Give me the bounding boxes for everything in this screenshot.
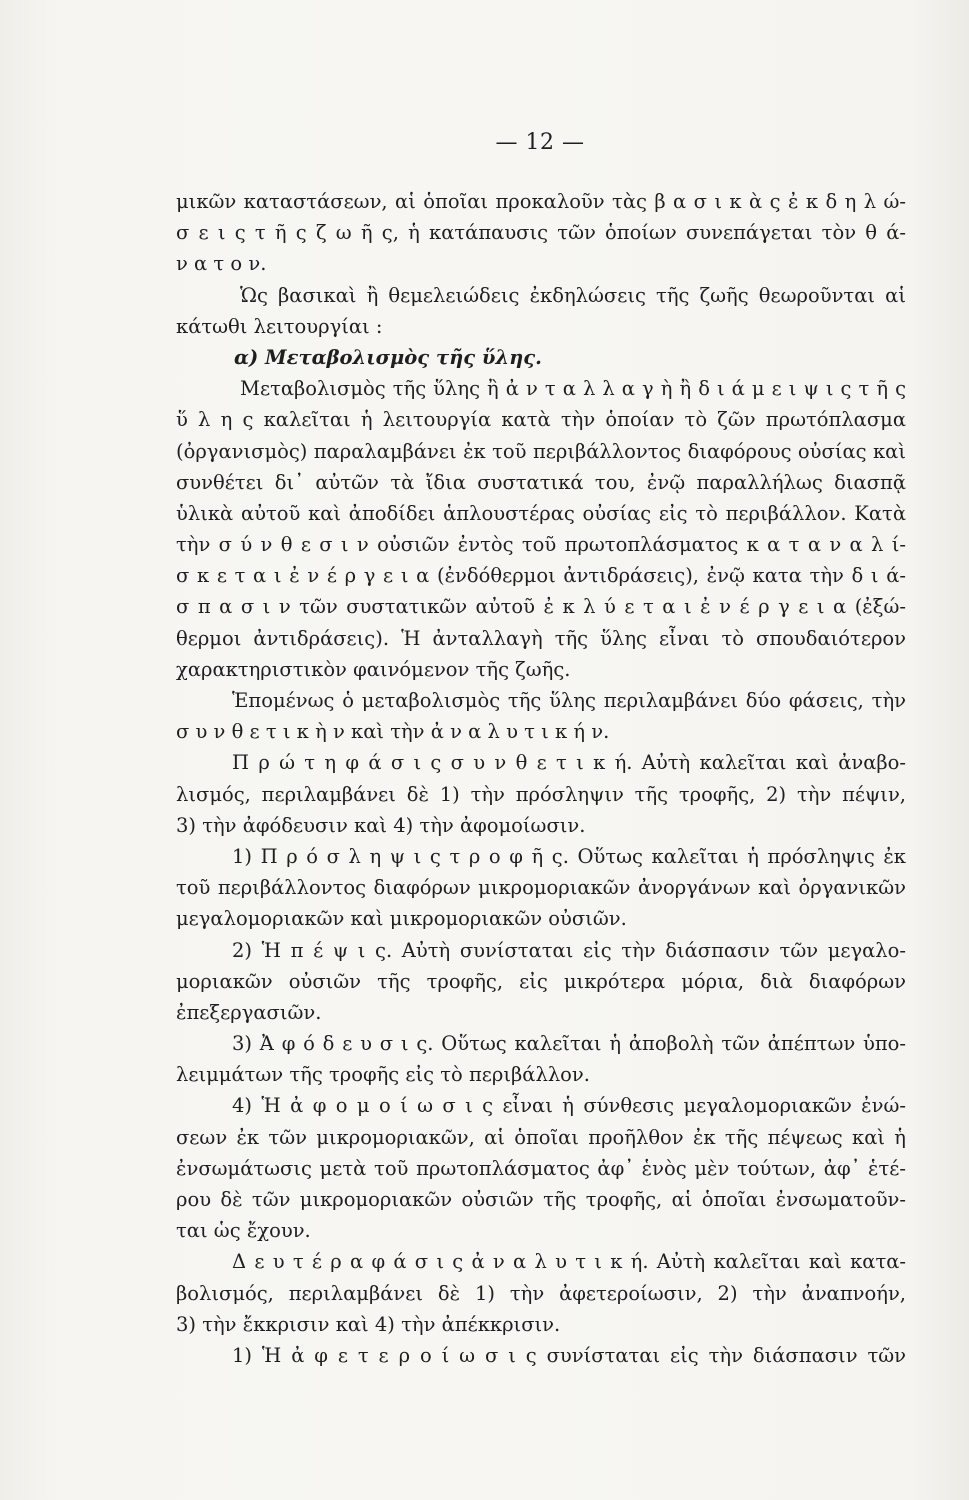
text-line: 3) τὴν ἀφόδευσιν καὶ 4) τὴν ἀφομοίωσιν. (176, 813, 586, 837)
text-line: ἐνσωμάτωσις μετὰ τοῦ πρωτοπλάσματος ἀφ᾽ ἑνὸς μὲν τούτων, ἀφ᾽ ἑτέ- (176, 1156, 906, 1180)
text-line: Ὡς βασικαὶ ἢ θεμελειώδεις ἐκδηλώσεις τῆς ζωῆς θεωροῦνται αἱ (240, 283, 906, 307)
text-line: μεγαλομοριακῶν καὶ μικρομοριακῶν οὐσιῶν. (176, 907, 627, 931)
text-line: τὴν σ ύ ν θ ε σ ι ν οὐσιῶν ἐντὸς τοῦ πρωτοπλάσματος κ α τ α ν α λ ί- (176, 533, 906, 557)
text-line: σ π α σ ι ν τῶν συστατικῶν αὐτοῦ ἐ κ λ ύ ε τ α ι ἐ ν έ ρ γ ε ι α (ἐξώ- (176, 595, 906, 619)
text-line: ν α τ ο ν. (176, 252, 267, 276)
text-line: κάτωθι λειτουργίαι : (176, 314, 383, 338)
text-line: μικῶν καταστάσεων, αἱ ὁποῖαι προκαλοῦν τὰς β α σ ι κ ὰ ς ἐ κ δ η λ ώ- (176, 190, 906, 213)
text-line: ὕ λ η ς καλεῖται ἡ λειτουργία κατὰ τὴν ὁποίαν τὸ ζῶν πρωτόπλασμα (176, 408, 906, 432)
text-line: ρου δὲ τῶν μικρομοριακῶν οὐσιῶν τῆς τροφῆς, αἱ ὁποῖαι ἐνσωματοῦν- (176, 1188, 906, 1211)
text-line: 3) τὴν ἔκκρισιν καὶ 4) τὴν ἀπέκκρισιν. (176, 1312, 561, 1336)
text-line: 1) Ἡ ἀ φ ε τ ε ρ ο ί ω σ ι ς συνίσταται εἰς τὴν διάσπασιν τῶν (232, 1343, 906, 1367)
text-line: 2) Ἡ π έ ψ ι ς. Αὐτὴ συνίσταται εἰς τὴν διάσπασιν τῶν μεγαλο- (232, 938, 906, 962)
text-line: λειμμάτων τῆς τροφῆς εἰς τὸ περιβάλλον. (176, 1063, 590, 1087)
text-line: θερμοι ἀντιδράσεις). Ἡ ἀνταλλαγὴ τῆς ὕλης εἶναι τὸ σπουδαιότερον (176, 626, 906, 650)
text-line: ὑλικὰ αὐτοῦ καὶ ἀποδίδει ἁπλουστέρας οὐσίας εἰς τὸ περιβάλλον. Κατὰ (176, 501, 906, 525)
text-line: Μεταβολισμὸς τῆς ὕλης ἢ ἀ ν τ α λ λ α γ ὴ ἢ δ ι ά μ ε ι ψ ι ς τ ῆ ς (240, 377, 906, 401)
body-text (176, 186, 906, 1371)
text-line: σ υ ν θ ε τ ι κ ὴ ν καὶ τὴν ἀ ν α λ υ τ ι κ ή ν. (176, 720, 610, 744)
text-line: Ἑπομένως ὁ μεταβολισμὸς τῆς ὕλης περιλαμβάνει δύο φάσεις, τὴν (232, 689, 906, 712)
text-line: μοριακῶν οὐσιῶν τῆς τροφῆς, εἰς μικρότερα μόρια, διὰ διαφόρων (176, 969, 906, 993)
text-line: βολισμός, περιλαμβάνει δὲ 1) τὴν ἀφετεροίωσιν, 2) τὴν ἀναπνοήν, (176, 1281, 906, 1305)
text-line: Δ ε υ τ έ ρ α φ ά σ ι ς ἀ ν α λ υ τ ι κ ή. Αὐτὴ καλεῖται καὶ κατα- (232, 1250, 906, 1274)
text-line: σεων ἐκ τῶν μικρομοριακῶν, αἱ ὁποῖαι προῆλθον ἐκ τῆς πέψεως καὶ ἡ (176, 1125, 906, 1149)
text-line: χαρακτηριστικὸν φαινόμενον τῆς ζωῆς. (176, 657, 571, 681)
text-line: Π ρ ώ τ η φ ά σ ι ς σ υ ν θ ε τ ι κ ή. Αὐτὴ καλεῖται καὶ ἀναβο- (232, 751, 906, 775)
text-line: σ κ ε τ α ι ἐ ν έ ρ γ ε ι α (ἐνδόθερμοι ἀντιδράσεις), ἐνῷ κατα τὴν δ ι ά- (176, 564, 906, 588)
page-number: — 12 — (495, 130, 585, 155)
text-line: συνθέτει δι᾽ αὐτῶν τὰ ἴδια συστατικά του, ἐνῷ παραλλήλως διασπᾷ (176, 470, 906, 494)
text-line: ται ὡς ἔχουν. (176, 1219, 311, 1243)
text-line: λισμός, περιλαμβάνει δὲ 1) τὴν πρόσληψιν τῆς τροφῆς, 2) τὴν πέψιν, (176, 782, 906, 806)
text-line: ἐπεξεργασιῶν. (176, 1000, 322, 1024)
section-heading: α) Μεταβολισμὸς τῆς ὕλης. (234, 345, 542, 369)
text-line: τοῦ περιβάλλοντος διαφόρων μικρομοριακῶν ἀνοργάνων καὶ ὀργανικῶν (176, 876, 906, 900)
text-line: 4) Ἡ ἀ φ ο μ ο ί ω σ ι ς εἶναι ἡ σύνθεσις μεγαλομοριακῶν ἐνώ- (232, 1094, 906, 1118)
text-line: σ ε ι ς τ ῆ ς ζ ω ῆ ς, ἡ κατάπαυσις τῶν ὁποίων συνεπάγεται τὸν θ ά- (176, 221, 906, 245)
text-line: 3) Ἀ φ ό δ ε υ σ ι ς. Οὕτως καλεῖται ἡ ἀποβολὴ τῶν ἀπέπτων ὑπο- (232, 1032, 906, 1056)
text-line: 1) Π ρ ό σ λ η ψ ι ς τ ρ ο φ ῆ ς. Οὕτως καλεῖται ἡ πρόσληψις ἐκ (232, 844, 906, 868)
text-line: (ὀργανισμὸς) παραλαμβάνει ἐκ τοῦ περιβάλλοντος διαφόρους οὐσίας καὶ (176, 439, 906, 463)
